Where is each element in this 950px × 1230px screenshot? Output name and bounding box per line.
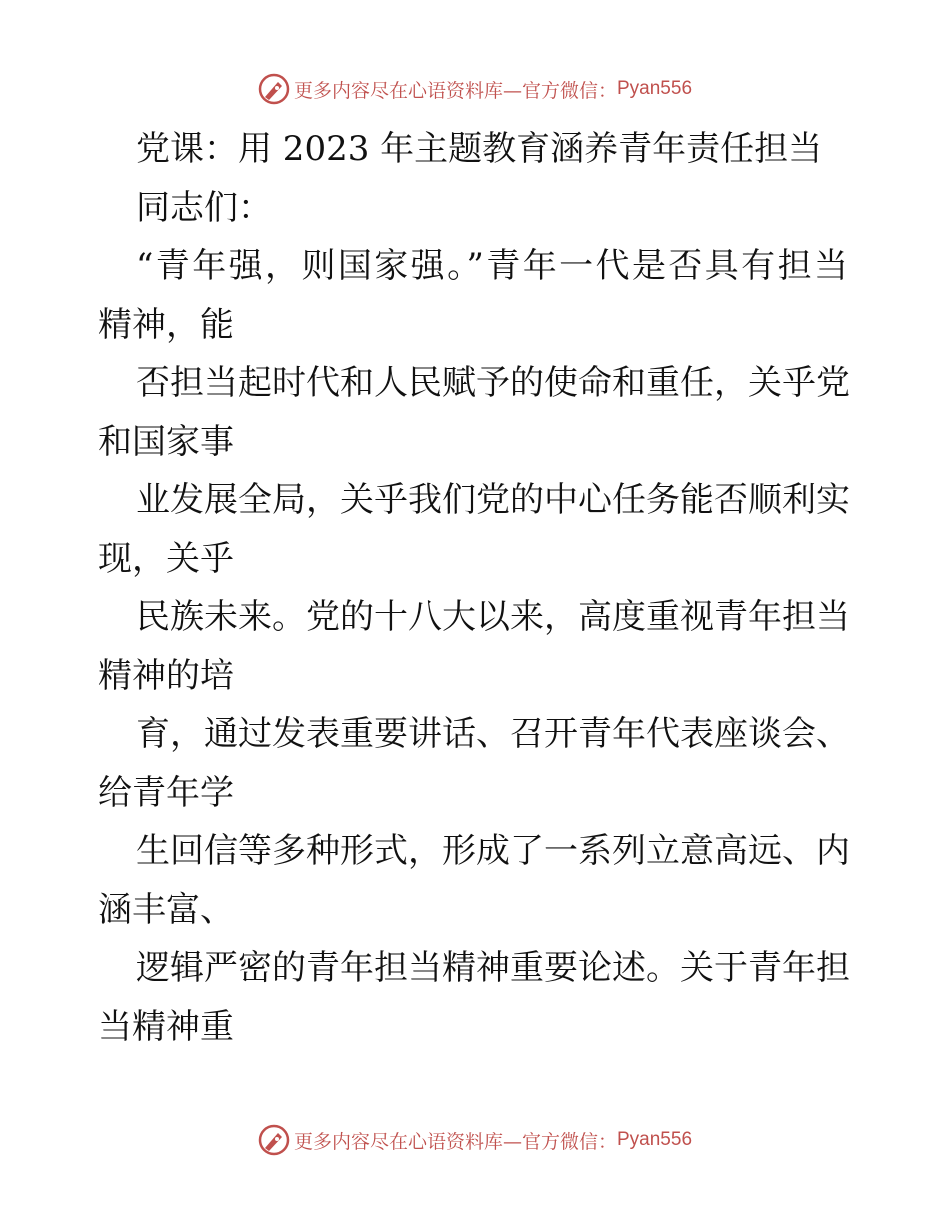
footer-banner-text: 更多内容尽在心语资料库—官方微信： xyxy=(293,1130,617,1153)
header-wechat-id: Pyan556 xyxy=(617,78,693,99)
document-title: 党课：用 2023 年主题教育涵养青年责任担当 xyxy=(136,129,823,169)
paragraph-line: 精神，能 xyxy=(98,304,234,345)
pen-nib-circle-icon xyxy=(258,73,290,105)
paragraph-line: “青年强，则国家强。”青年一代是否具有担当 xyxy=(136,246,848,286)
document-body xyxy=(98,120,858,1056)
paragraph-line: 和国家事 xyxy=(98,421,234,462)
header-banner-text: 更多内容尽在心语资料库—官方微信： xyxy=(293,79,617,102)
paragraph-line: 逻辑严密的青年担当精神重要论述。关于青年担 xyxy=(136,948,850,988)
footer-banner xyxy=(0,1124,950,1156)
paragraph-line: 精神的培 xyxy=(98,655,234,696)
paragraph-line: 涵丰富、 xyxy=(98,889,234,930)
footer-wechat-id: Pyan556 xyxy=(617,1129,693,1150)
paragraph-line: 生回信等多种形式，形成了一系列立意高远、内 xyxy=(136,831,850,871)
paragraph-line: 现，关乎 xyxy=(98,538,234,579)
salutation: 同志们： xyxy=(136,187,272,228)
paragraph-line: 当精神重 xyxy=(98,1006,234,1047)
pen-nib-circle-icon xyxy=(258,1124,290,1156)
header-banner xyxy=(0,73,950,105)
paragraph-line: 给青年学 xyxy=(98,772,234,813)
paragraph-line: 否担当起时代和人民赋予的使命和重任，关乎党 xyxy=(136,363,850,403)
paragraph-line: 民族未来。党的十八大以来，高度重视青年担当 xyxy=(136,597,850,637)
paragraph-line: 育，通过发表重要讲话、召开青年代表座谈会、 xyxy=(136,714,850,754)
paragraph-line: 业发展全局，关乎我们党的中心任务能否顺利实 xyxy=(136,480,850,520)
